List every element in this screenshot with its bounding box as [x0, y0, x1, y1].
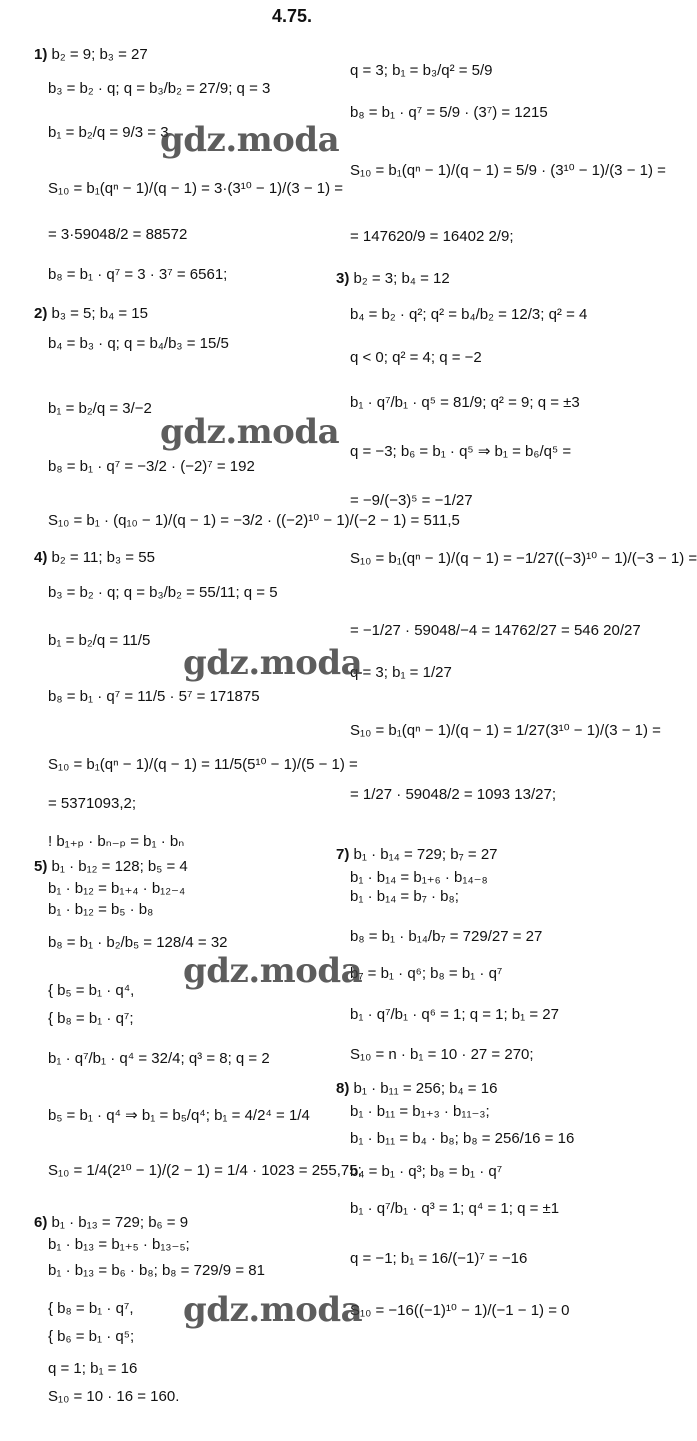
formula-text: b₁ · b₁₂ = 128; b₅ = 4: [51, 858, 188, 875]
solution-line: [48, 1236, 190, 1254]
formula-text: b₁ · b₁₃ = b₁₊₅ · b₁₃₋₅;: [48, 1236, 190, 1253]
formula-text: S₁₀ = n · b₁ = 10 · 27 = 270;: [350, 1046, 534, 1063]
formula-text: { b₅ = b₁ · q⁴,: [48, 982, 135, 999]
formula-text: S₁₀ = b₁(qⁿ − 1)/(q − 1) = 5/9 · (3¹⁰ − 1)/(3 − 1) =: [350, 162, 666, 179]
formula-text: S₁₀ = 1/4(2¹⁰ − 1)/(2 − 1) = 1/4 · 1023 = 255,75;: [48, 1162, 362, 1179]
formula-text: q < 0; q² = 4; q = −2: [350, 349, 482, 366]
solution-line: [48, 1300, 134, 1318]
solution-line: [350, 104, 548, 122]
solution-line: [48, 1388, 179, 1406]
solution-line: [350, 1046, 534, 1064]
watermark: gdz.moda: [160, 412, 340, 452]
solution-line: [350, 162, 666, 180]
solution-line: [48, 458, 255, 476]
solution-line: [350, 928, 542, 946]
watermark: gdz.moda: [183, 643, 363, 683]
formula-text: = 1/27 · 59048/2 = 1093 13/27;: [350, 786, 557, 803]
solution-line: [48, 795, 136, 813]
solution-line: [48, 632, 150, 650]
solution-line: [350, 1302, 570, 1320]
formula-text: b₂ = 9; b₃ = 27: [51, 46, 148, 63]
solution-line: [48, 584, 278, 602]
solution-line: [350, 1103, 490, 1121]
task-number: 5): [34, 858, 52, 875]
solution-line: [48, 180, 343, 198]
solution-line: [350, 443, 571, 461]
formula-text: b₈ = b₁ · q⁷ = 3 · 3⁷ = 6561;: [48, 266, 228, 283]
formula-text: b₈ = b₁ · q⁷ = −3/2 · (−2)⁷ = 192: [48, 458, 255, 475]
formula-text: b₁ · b₁₄ = 729; b₇ = 27: [353, 846, 498, 863]
watermark: gdz.moda: [183, 951, 363, 991]
formula-text: b₁ · b₁₃ = b₆ · b₈; b₈ = 729/9 = 81: [48, 1262, 265, 1279]
formula-text: b₈ = b₁ · b₁₄/b₇ = 729/27 = 27: [350, 928, 543, 945]
formula-text: S₁₀ = b₁(qⁿ − 1)/(q − 1) = 11/5(5¹⁰ − 1)/(5 − 1) =: [48, 756, 358, 773]
formula-text: S₁₀ = b₁(qⁿ − 1)/(q − 1) = 1/27(3¹⁰ − 1)/(3 − 1) =: [350, 722, 661, 739]
formula-text: b₅ = b₁ · q⁴ ⇒ b₁ = b₅/q⁴; b₁ = 4/2⁴ = 1/4: [48, 1107, 310, 1124]
solution-line: [34, 305, 148, 323]
solution-line: [34, 46, 148, 64]
formula-text: b₁ · b₁₁ = b₄ · b₈; b₈ = 256/16 = 16: [350, 1130, 575, 1147]
task-number: 3): [336, 270, 354, 287]
solution-line: [48, 400, 152, 418]
solution-line: [48, 982, 134, 1000]
formula-text: b₃ = b₂ · q; q = b₃/b₂ = 55/11; q = 5: [48, 584, 278, 601]
solution-line: [350, 965, 502, 983]
formula-text: b₁ · q⁷/b₁ · q⁴ = 32/4; q³ = 8; q = 2: [48, 1050, 270, 1067]
formula-text: b₁ · b₁₄ = b₁₊₆ · b₁₄₋₈: [350, 869, 488, 886]
formula-text: q = 3; b₁ = b₃/q² = 5/9: [350, 62, 493, 79]
formula-text: = −1/27 · 59048/−4 = 14762/27 = 546 20/27: [350, 622, 641, 639]
formula-text: b₂ = 11; b₃ = 55: [51, 549, 155, 566]
formula-text: b₁ · b₁₄ = b₇ · b₈;: [350, 888, 459, 905]
formula-text: = −9/(−3)⁵ = −1/27: [350, 492, 473, 509]
solution-line: [48, 266, 227, 284]
solution-line: [48, 934, 228, 952]
task-number: 4): [34, 549, 52, 566]
solution-line: [350, 349, 482, 367]
formula-text: b₁ · b₁₁ = 256; b₄ = 16: [353, 1080, 498, 1097]
solution-line: [350, 1163, 502, 1181]
solution-line: [350, 664, 452, 682]
solution-line: [350, 228, 513, 246]
formula-text: b₁ · b₁₂ = b₅ · b₈: [48, 901, 154, 918]
solution-line: [350, 394, 580, 412]
solution-line: [336, 846, 498, 864]
formula-text: q = 3; b₁ = 1/27: [350, 664, 452, 681]
formula-text: b₃ = 5; b₄ = 15: [51, 305, 148, 322]
solution-line: [48, 124, 169, 142]
solution-line: [48, 1262, 265, 1280]
solution-line: [350, 306, 587, 324]
formula-text: b₃ = b₂ · q; q = b₃/b₂ = 27/9; q = 3: [48, 80, 271, 97]
solution-line: [34, 1214, 188, 1232]
formula-text: b₁ = b₂/q = 9/3 = 3: [48, 124, 169, 141]
watermark: gdz.moda: [160, 120, 340, 160]
solution-line: [48, 880, 185, 898]
solution-line: [48, 335, 229, 353]
formula-text: { b₈ = b₁ · q⁷;: [48, 1010, 134, 1027]
solution-line: [350, 1130, 574, 1148]
formula-text: b₁ · b₁₁ = b₁₊₃ · b₁₁₋₃;: [350, 1103, 490, 1120]
formula-text: b₁ = b₂/q = 11/5: [48, 632, 151, 649]
formula-text: S₁₀ = b₁ · (q₁₀ − 1)/(q − 1) = −3/2 · ((−2)¹⁰ − 1)/(−2 − 1) = 511,5: [48, 512, 460, 529]
formula-text: b₁ · q⁷/b₁ · q⁵ = 81/9; q² = 9; q = ±3: [350, 394, 580, 411]
solution-line: [48, 1328, 134, 1346]
formula-text: b₈ = b₁ · b₂/b₅ = 128/4 = 32: [48, 934, 228, 951]
formula-text: b₄ = b₃ · q; q = b₄/b₃ = 15/5: [48, 335, 229, 352]
solution-line: [350, 492, 473, 510]
formula-text: b₂ = 3; b₄ = 12: [353, 270, 450, 287]
solution-line: [350, 786, 556, 804]
formula-text: q = −1; b₁ = 16/(−1)⁷ = −16: [350, 1250, 528, 1267]
solution-line: [48, 1360, 137, 1378]
solution-line: [48, 833, 184, 851]
solution-line: [48, 1107, 310, 1125]
task-number: 2): [34, 305, 52, 322]
solution-line: [34, 858, 188, 876]
solution-line: [48, 756, 358, 774]
solution-line: [48, 1010, 134, 1028]
solution-line: [350, 869, 488, 887]
formula-text: = 5371093,2;: [48, 795, 137, 812]
solution-line: [336, 270, 450, 288]
solution-line: [350, 550, 697, 568]
solution-line: [350, 1250, 527, 1268]
task-number: 6): [34, 1214, 52, 1231]
formula-text: b₁ = b₂/q = 3/−2: [48, 400, 152, 417]
formula-text: b₈ = b₁ · q⁷ = 5/9 · (3⁷) = 1215: [350, 104, 548, 121]
solution-line: [350, 622, 641, 640]
solution-line: [350, 1006, 559, 1024]
solution-line: [48, 226, 187, 244]
solution-line: [48, 1050, 270, 1068]
formula-text: b₁ · q⁷/b₁ · q³ = 1; q⁴ = 1; q = ±1: [350, 1200, 560, 1217]
formula-text: = 3·59048/2 = 88572: [48, 226, 188, 243]
solution-line: [34, 549, 155, 567]
formula-text: S₁₀ = 10 · 16 = 160.: [48, 1388, 180, 1405]
formula-text: b₇ = b₁ · q⁶; b₈ = b₁ · q⁷: [350, 965, 503, 982]
formula-text: = 147620/9 = 16402 2/9;: [350, 228, 514, 245]
formula-text: { b₆ = b₁ · q⁵;: [48, 1328, 135, 1345]
formula-text: S₁₀ = −16((−1)¹⁰ − 1)/(−1 − 1) = 0: [350, 1302, 570, 1319]
formula-text: b₁ · b₁₂ = b₁₊₄ · b₁₂₋₄: [48, 880, 186, 897]
solution-line: [336, 1080, 497, 1098]
formula-text: S₁₀ = b₁(qⁿ − 1)/(q − 1) = −1/27((−3)¹⁰ − 1)/(−3 − 1) =: [350, 550, 697, 567]
formula-text: b₄ = b₂ · q²; q² = b₄/b₂ = 12/3; q² = 4: [350, 306, 588, 323]
problem-number: 4.75.: [272, 6, 313, 26]
formula-text: b₈ = b₁ · q⁷ = 11/5 · 5⁷ = 171875: [48, 688, 260, 705]
formula-text: ! b₁₊ₚ · bₙ₋ₚ = b₁ · bₙ: [48, 833, 185, 850]
task-number: 8): [336, 1080, 354, 1097]
task-number: 1): [34, 46, 52, 63]
formula-text: q = 1; b₁ = 16: [48, 1360, 138, 1377]
solution-line: [350, 888, 459, 906]
solution-line: [350, 722, 661, 740]
formula-text: S₁₀ = b₁(qⁿ − 1)/(q − 1) = 3·(3¹⁰ − 1)/(3 − 1) =: [48, 180, 344, 197]
formula-text: q = −3; b₆ = b₁ · q⁵ ⇒ b₁ = b₆/q⁵ =: [350, 443, 572, 460]
solution-line: [48, 901, 153, 919]
formula-text: b₁ · q⁷/b₁ · q⁶ = 1; q = 1; b₁ = 27: [350, 1006, 559, 1023]
solution-line: [48, 1162, 362, 1180]
solution-line: [48, 80, 270, 98]
solution-line: [48, 688, 260, 706]
solution-line: [350, 62, 493, 80]
formula-text: b₁ · b₁₃ = 729; b₆ = 9: [51, 1214, 189, 1231]
solution-line: [48, 512, 460, 530]
formula-text: b₄ = b₁ · q³; b₈ = b₁ · q⁷: [350, 1163, 503, 1180]
formula-text: { b₈ = b₁ · q⁷,: [48, 1300, 134, 1317]
task-number: 7): [336, 846, 354, 863]
solution-line: [350, 1200, 559, 1218]
watermark: gdz.moda: [183, 1290, 363, 1330]
